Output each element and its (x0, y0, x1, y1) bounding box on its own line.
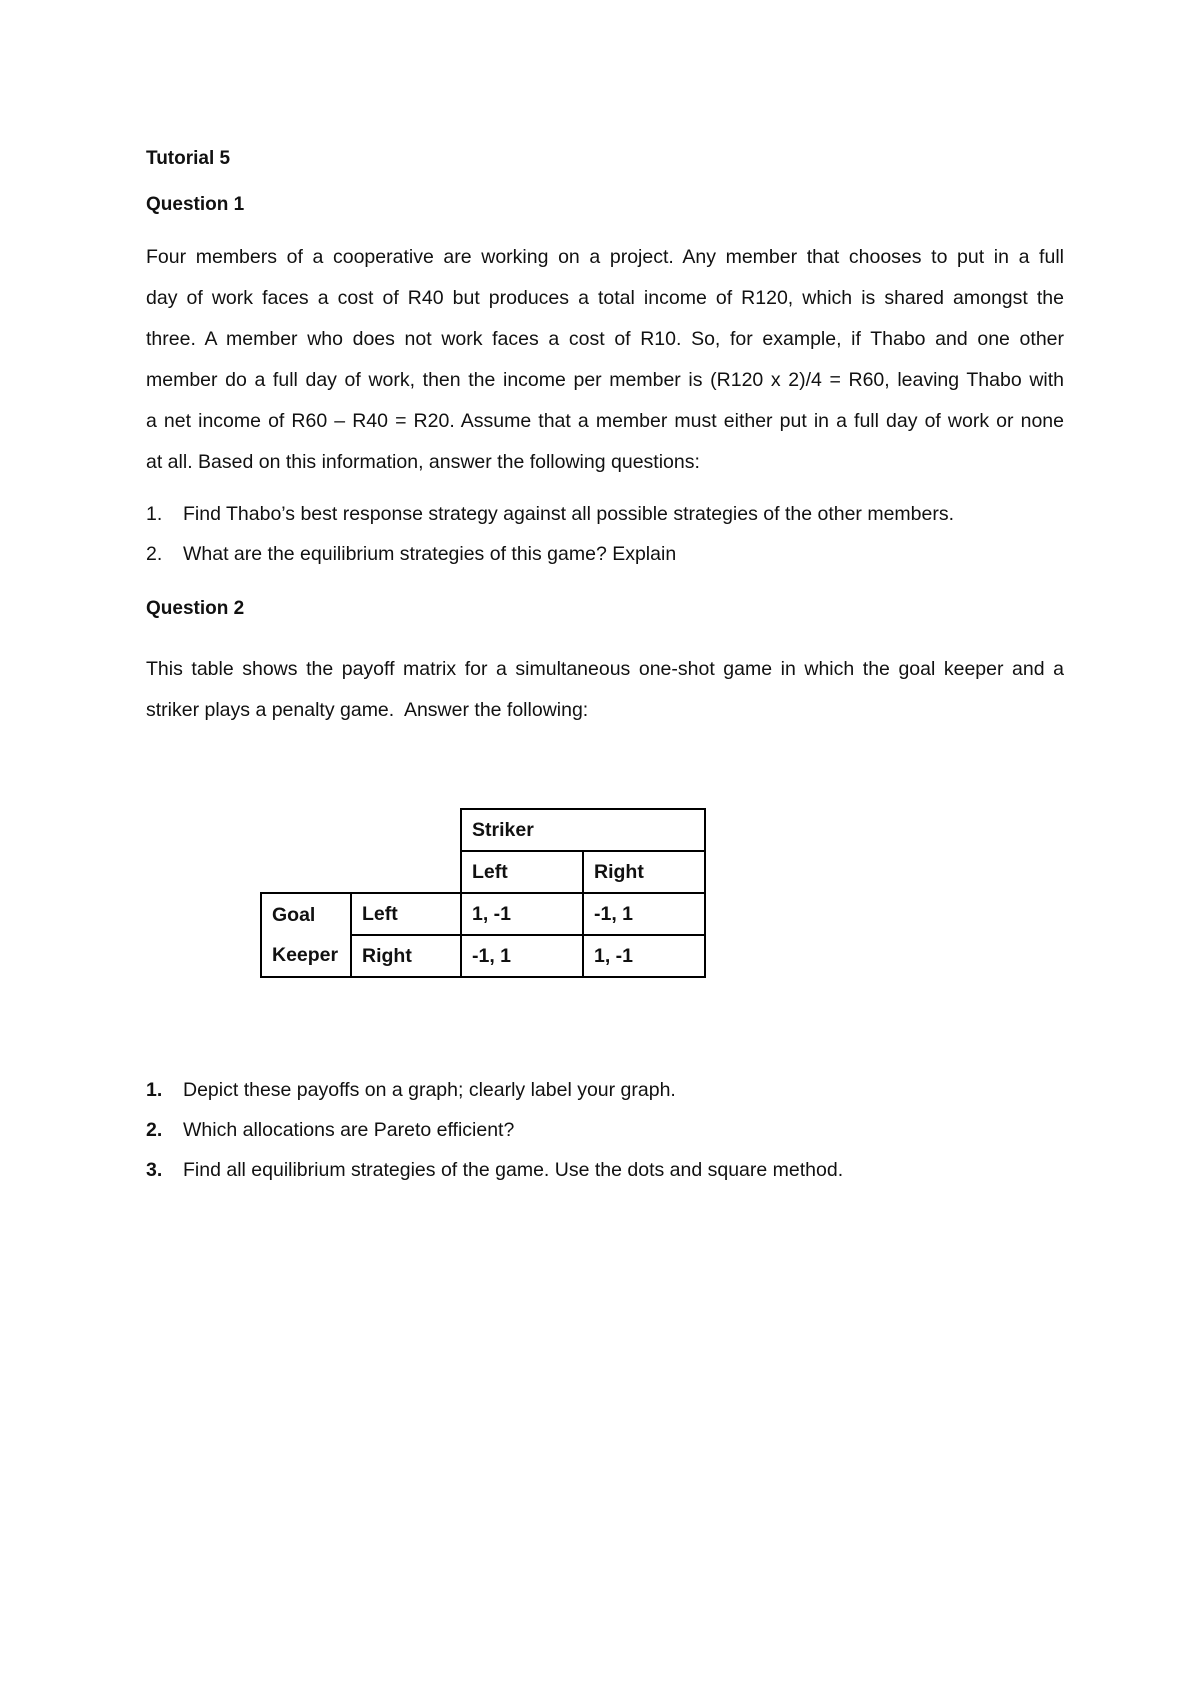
list-item (146, 1150, 843, 1190)
document-title: Tutorial 5 (146, 148, 231, 169)
row-player-label (261, 893, 351, 977)
question-2-paragraph (146, 649, 1064, 731)
paragraph-line: This table shows the payoff matrix for a simultaneous one-shot game in which the goal keeper and a (146, 658, 1064, 680)
column-header: Left (461, 851, 583, 893)
payoff-cell: 1, -1 (583, 935, 705, 977)
question-2-list (146, 1070, 843, 1190)
list-item (146, 494, 954, 534)
payoff-matrix-table (260, 808, 706, 978)
list-number: 1. (146, 503, 163, 525)
list-text: Depict these payoffs on a graph; clearly label your graph. (183, 1079, 676, 1101)
list-text: Find all equilibrium strategies of the game. Use the dots and square method. (183, 1159, 844, 1181)
table-row (261, 893, 705, 935)
paragraph-line: Four members of a cooperative are working on a project. Any member that chooses to put in a full (146, 246, 1064, 268)
table-row (261, 851, 705, 893)
paragraph-line: three. A member who does not work faces a cost of R10. So, for example, if Thabo and one other (146, 328, 1064, 350)
list-item (146, 534, 954, 574)
list-item (146, 1110, 843, 1150)
list-number: 3. (146, 1159, 163, 1181)
row-player-label-line: Goal (272, 904, 316, 926)
row-player-label-line: Keeper (272, 944, 339, 966)
list-number: 2. (146, 1119, 163, 1141)
question-1-heading: Question 1 (146, 194, 245, 215)
payoff-cell: -1, 1 (461, 935, 583, 977)
list-text: Find Thabo’s best response strategy against all possible strategies of the other members. (183, 503, 955, 525)
row-header: Left (351, 893, 461, 935)
list-number: 1. (146, 1079, 163, 1101)
question-1-list (146, 494, 954, 574)
paragraph-line: at all. Based on this information, answer the following questions: (146, 451, 700, 473)
list-text: Which allocations are Pareto efficient? (183, 1119, 515, 1141)
paragraph-line: striker plays a penalty game. Answer the following: (146, 699, 589, 721)
paragraph-line: a net income of R60 – R40 = R20. Assume that a member must either put in a full day of work or none (146, 410, 1064, 432)
question-2-heading: Question 2 (146, 598, 245, 619)
payoff-cell: 1, -1 (461, 893, 583, 935)
paragraph-line: member do a full day of work, then the income per member is (R120 x 2)/4 = R60, leaving Thabo with (146, 369, 1064, 391)
column-player-label: Striker (461, 809, 705, 851)
row-header: Right (351, 935, 461, 977)
payoff-cell: -1, 1 (583, 893, 705, 935)
list-text: What are the equilibrium strategies of this game? Explain (183, 543, 677, 565)
paragraph-line: day of work faces a cost of R40 but produces a total income of R120, which is shared amongst the (146, 287, 1064, 309)
table-row (261, 809, 705, 851)
list-item (146, 1070, 843, 1110)
question-1-paragraph (146, 237, 1064, 483)
list-number: 2. (146, 543, 163, 565)
column-header: Right (583, 851, 705, 893)
